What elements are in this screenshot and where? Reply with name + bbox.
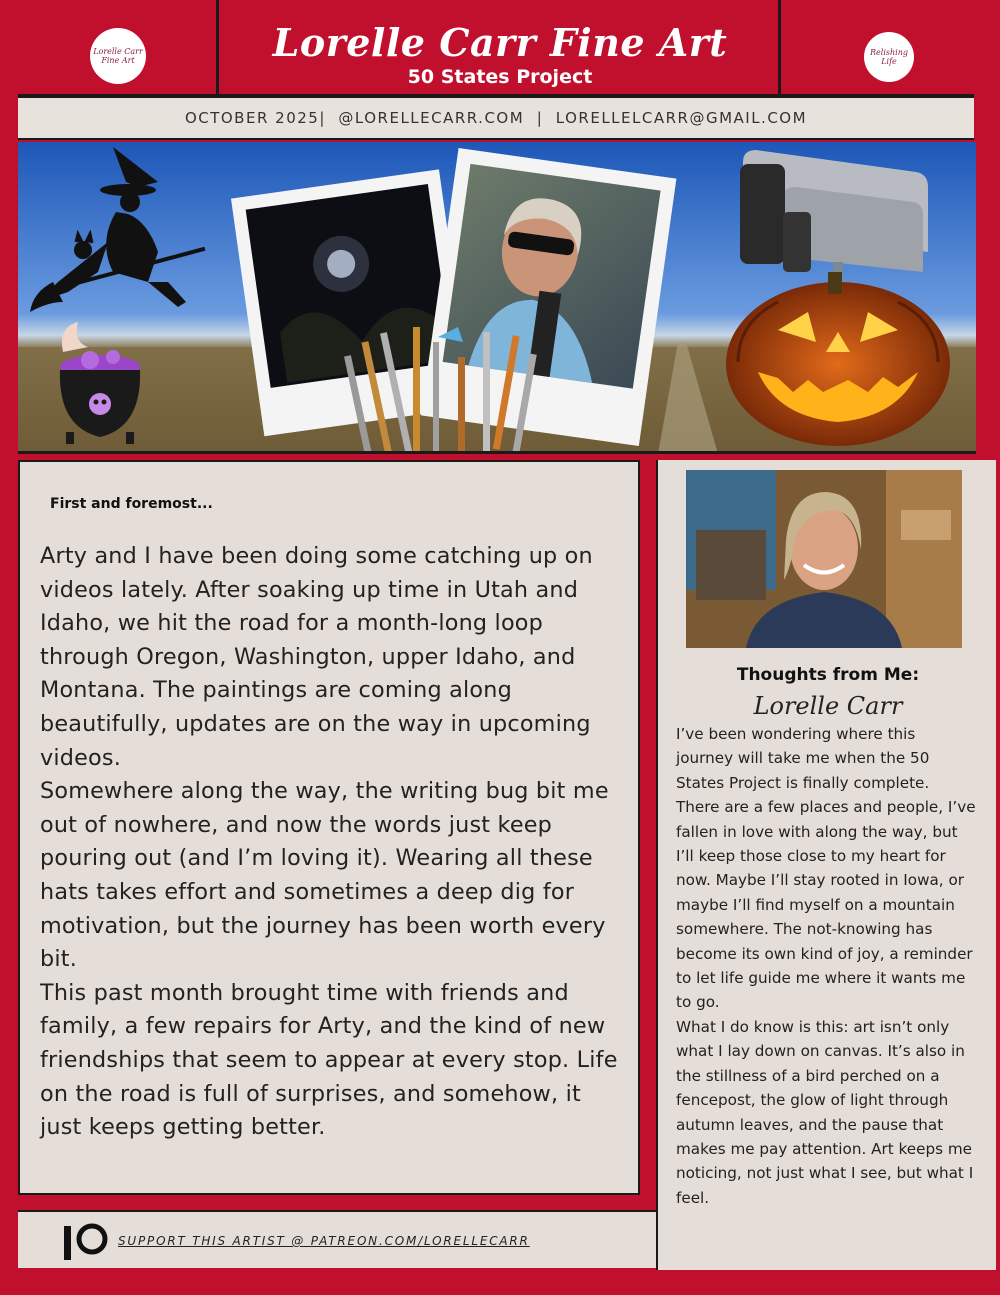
sidebar-body [676, 722, 976, 1210]
sidebar-title: Thoughts from Me: [736, 665, 920, 685]
page-subtitle: 50 States Project [407, 66, 593, 88]
banner-illustration [18, 142, 976, 454]
article-body [40, 540, 625, 1145]
signature: Lorelle Carr [753, 692, 903, 720]
sidebar-paragraph: What I do know is this: art isn’t only what I lay down on canvas. It’s also in the stillness of a bird perched on a fencepost, the glow of light through autumn leaves, and the pause that makes me pay attention. Art keeps me noticing, not just what I see, but what I feel. [676, 1017, 974, 1207]
page-title: Lorelle Carr Fine Art [272, 20, 728, 65]
sidebar-paragraph: I’ve been wondering where this journey will take me when the 50 States Project is finally complete. There are a few places and people, I’ve fallen in love with along the way, but I’ll keep those close to my heart for now. Maybe I’ll stay rooted in Iowa, or maybe I’ll find myself on a mountain somewhere. The not-knowing has become its own kind of joy, a reminder to let life guide me where it wants me to go. [676, 725, 976, 1012]
patreon-icon[interactable] [62, 1222, 110, 1262]
article-paragraph: Arty and I have been doing some catching up on videos lately. After soaking up time in Utah and Idaho, we hit the road for a month-long loop through Oregon, Washington, upper Idaho, and Montana. The paintings are coming along beautifully, updates are on the way in upcoming videos. [40, 543, 593, 771]
info-bar [18, 98, 974, 140]
patreon-link[interactable]: SUPPORT THIS ARTIST @ PATREON.COM/LORELLECARR [118, 1234, 530, 1248]
right-logo-text: Relishing Life [870, 48, 908, 66]
author-photo [686, 470, 962, 648]
header [0, 0, 1000, 96]
article-paragraph: Somewhere along the way, the writing bug bit me out of nowhere, and now the words just keep pouring out (and I’m loving it). Wearing all these hats takes effort and sometimes a deep dig for motivation, but the journey has been worth every bit. [40, 778, 609, 973]
info-bar-text: OCTOBER 2025| @LORELLECARR.COM | LORELLELCARR@GMAIL.COM [184, 109, 808, 127]
patreon-bar [18, 1210, 656, 1268]
article-label: First and foremost... [50, 496, 213, 512]
banner-collage [18, 142, 976, 454]
left-logo-text: Lorelle Carr Fine Art [93, 47, 143, 65]
sidebar [656, 460, 996, 1270]
header-divider [216, 0, 219, 96]
main-article [18, 460, 640, 1195]
left-logo [90, 28, 146, 84]
article-paragraph: This past month brought time with friends and family, a few repairs for Arty, and the kind of new friendships that seem to appear at every stop. Life on the road is full of surprises, and somehow, it just keeps getting better. [40, 979, 618, 1141]
author-photo-image [686, 470, 962, 648]
right-logo [864, 32, 914, 82]
